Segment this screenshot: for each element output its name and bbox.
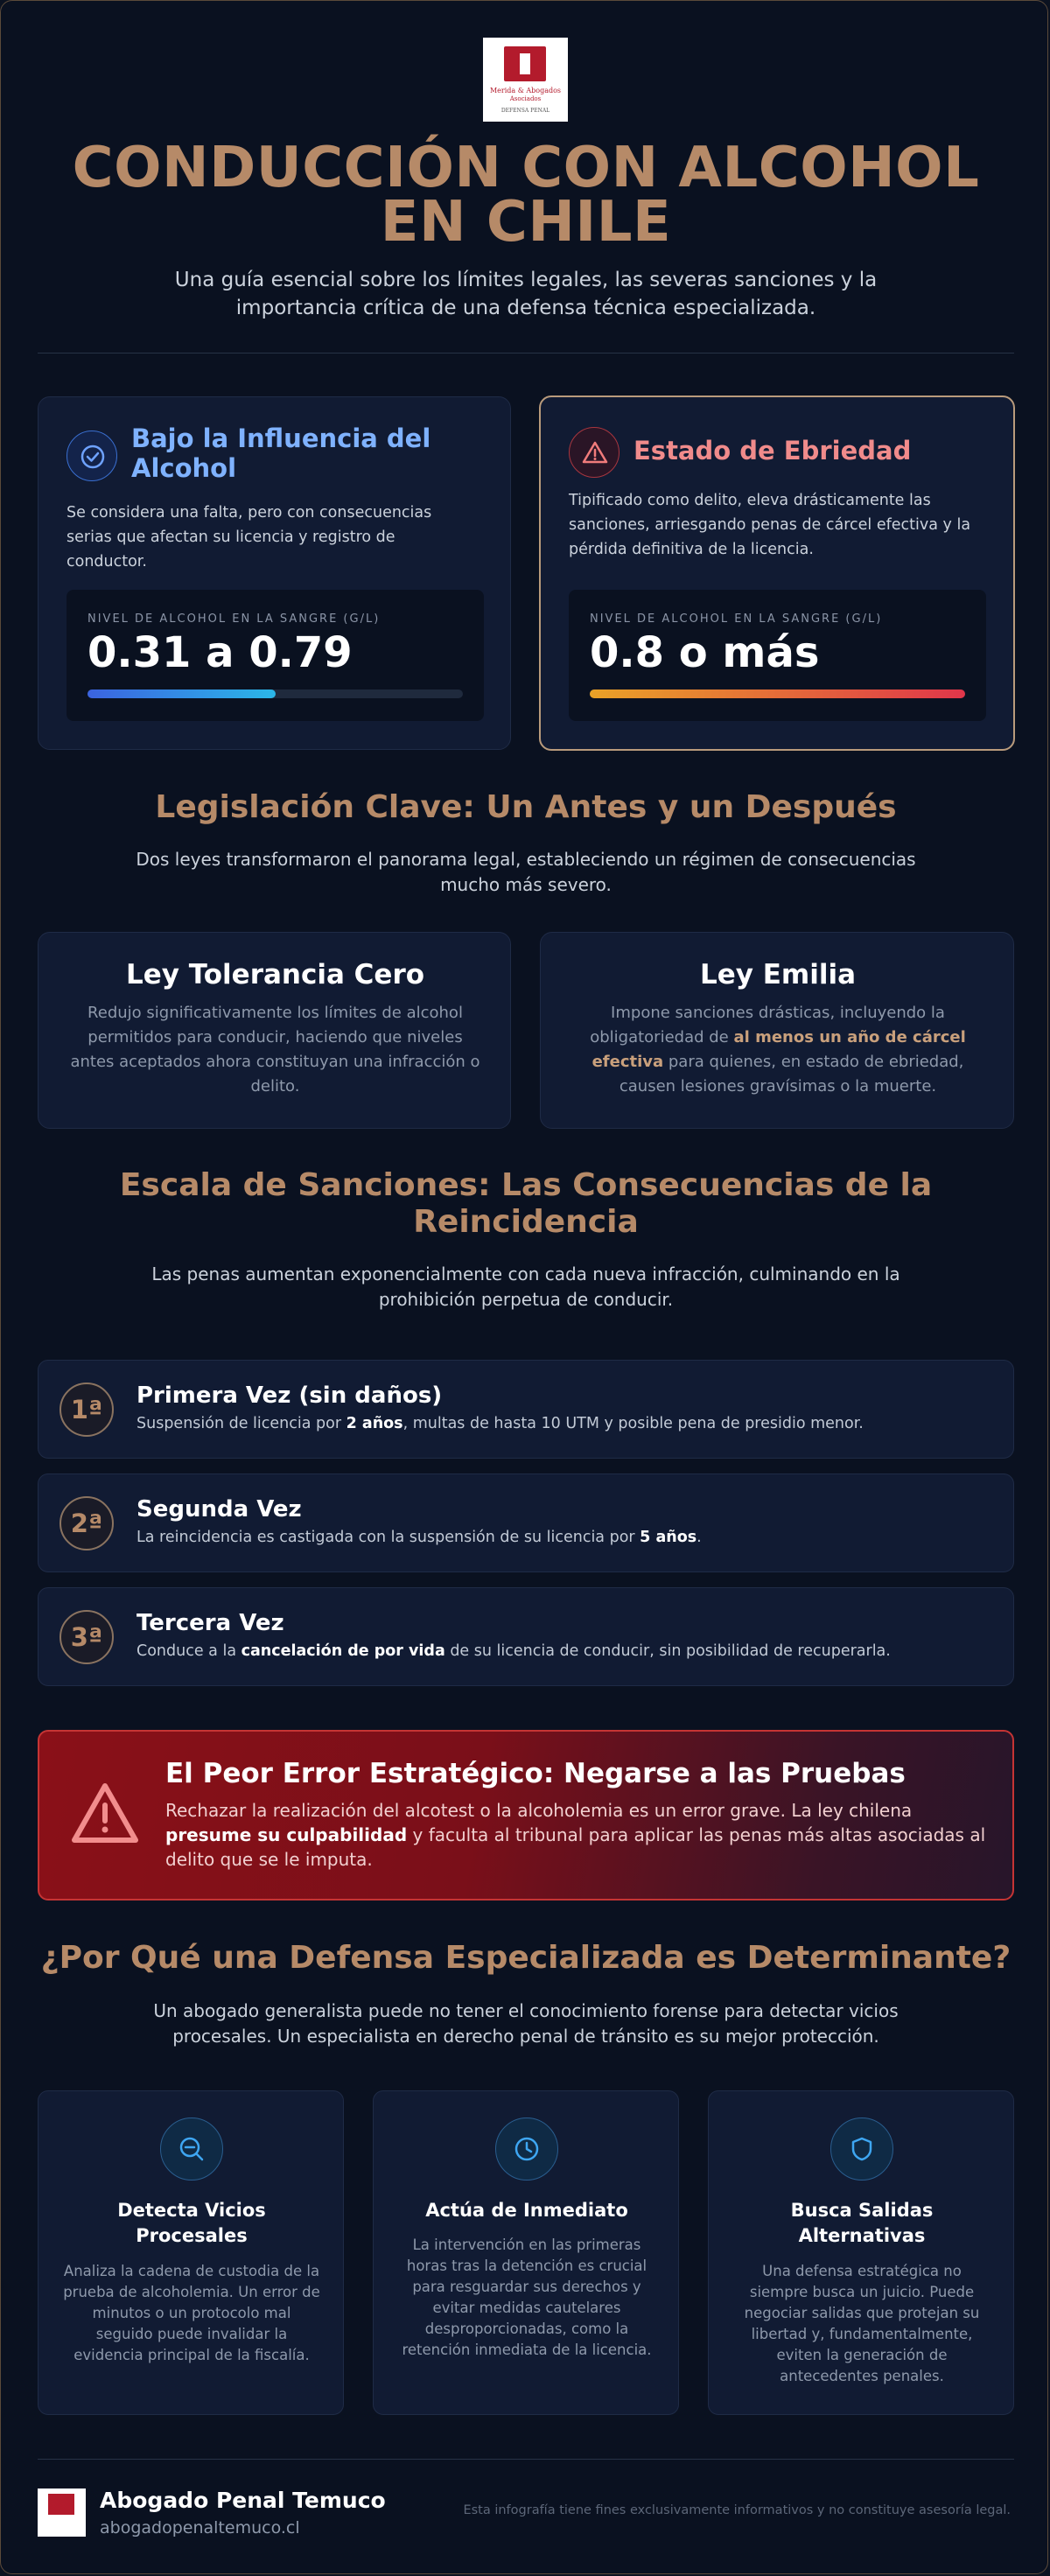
- shield-icon: [830, 2118, 893, 2180]
- level-title: Estado de Ebriedad: [634, 436, 912, 466]
- law-card-emilia: [540, 932, 1014, 1129]
- sanction-text: [136, 1529, 702, 1546]
- law-text-highlight: al menos un año de cárcel efectiva: [592, 1028, 966, 1071]
- sanction-title: Tercera Vez: [136, 1610, 284, 1636]
- sanction-number: 3ª: [60, 1610, 114, 1664]
- sanction-text-part: La reincidencia es castigada con la suspensión de su licencia por: [136, 1529, 640, 1546]
- alert-triangle-icon: [69, 1781, 141, 1847]
- logo-seal-icon: [48, 2494, 74, 2515]
- sanction-title: Primera Vez (sin daños): [136, 1382, 443, 1409]
- feature-title: Actúa de Inmediato: [425, 2200, 628, 2221]
- logo-seal-icon: [504, 46, 546, 81]
- feature-card: [708, 2090, 1014, 2415]
- sanctions-subtitle: Las penas aumentan exponencialmente con cada nueva infracción, culminando en la prohibición perpetua de conducir.: [151, 1264, 900, 1310]
- sanction-title: Segunda Vez: [136, 1496, 302, 1522]
- warning-text: [165, 1798, 988, 1872]
- sanction-text: [136, 1415, 864, 1432]
- feature-title: Detecta Vicios Procesales: [117, 2200, 266, 2246]
- defense-title: ¿Por Qué una Defensa Especializada es Determinante?: [40, 1940, 1012, 1976]
- law-card-tolerancia: [38, 932, 511, 1129]
- sanction-text-bold: 5 años: [640, 1529, 697, 1546]
- warning-text-bold: presume su culpabilidad: [165, 1824, 408, 1845]
- check-circle-icon: [66, 430, 117, 481]
- warning-text-part: Rechazar la realización del alcotest o la alcoholemia es un error grave. La ley chilena: [165, 1800, 913, 1821]
- sanction-item: [38, 1360, 1014, 1459]
- meter-label: NIVEL DE ALCOHOL EN LA SANGRE (G/L): [590, 612, 883, 626]
- sanctions-title: Escala de Sanciones: Las Consecuencias de la Reincidencia: [119, 1167, 933, 1240]
- meter-track: [590, 690, 965, 698]
- law-title: Ley Emilia: [699, 959, 857, 990]
- meter-fill: [88, 690, 276, 698]
- meter-value: 0.31 a 0.79: [88, 628, 353, 677]
- sanction-text-part: Conduce a la: [136, 1642, 242, 1660]
- meter-track: [88, 690, 463, 698]
- feature-title: Busca Salidas Alternativas: [790, 2200, 934, 2246]
- sanction-text-part: Suspensión de licencia por: [136, 1415, 346, 1432]
- warning-text-part: y faculta al tribunal para aplicar las penas más altas asociadas al delito que se le imputa.: [165, 1824, 986, 1870]
- footer-url[interactable]: abogadopenaltemuco.cl: [100, 2518, 300, 2538]
- defense-subtitle: Un abogado generalista puede no tener el conocimiento forense para detectar vicios procesales. Un especialista en derecho penal de tránsito es su mejor protección.: [153, 2000, 899, 2047]
- law-title: Ley Tolerancia Cero: [125, 959, 425, 990]
- law-text-part: para quienes, en estado de ebriedad, causen lesiones gravísimas o la muerte.: [619, 1053, 964, 1096]
- level-card-influence: [38, 396, 511, 750]
- search-minus-icon: [160, 2118, 223, 2180]
- feature-text: Una defensa estratégica no siempre busca un juicio. Puede negociar salidas que protejan su libertad y, fundamentalmente, eviten la generación de antecedentes penales.: [744, 2263, 980, 2384]
- sanction-number: 2ª: [60, 1496, 114, 1550]
- law-text-part: Impone sanciones drásticas, incluyendo la obligatoriedad de: [590, 1004, 945, 1046]
- page-title: CONDUCCIÓN CON ALCOHOL EN CHILE: [72, 136, 980, 255]
- level-title: Bajo la Influencia del Alcohol: [131, 424, 431, 483]
- sanction-text: [136, 1642, 891, 1660]
- sanction-text-bold: 2 años: [346, 1415, 403, 1432]
- footer-name: Abogado Penal Temuco: [100, 2488, 386, 2513]
- header-divider: [38, 353, 1014, 354]
- sanction-text-part: , multas de hasta 10 UTM y posible pena de presidio menor.: [402, 1415, 864, 1432]
- feature-card: [373, 2090, 679, 2415]
- logo-text-2: Asociados: [509, 95, 542, 102]
- clock-icon: [495, 2118, 558, 2180]
- sanction-text-part: .: [696, 1529, 702, 1546]
- sanction-item: [38, 1474, 1014, 1572]
- warning-banner: [38, 1730, 1014, 1900]
- warning-triangle-icon: [569, 427, 620, 478]
- footer-disclaimer: Esta infografía tiene fines exclusivamente informativos y no constituye asesoría legal.: [463, 2503, 1011, 2517]
- alcohol-meter: [66, 590, 484, 721]
- sanction-item: [38, 1587, 1014, 1686]
- law-text: [569, 1001, 987, 1099]
- level-description: Tipificado como delito, eleva drásticamente las sanciones, arriesgando penas de cárcel efectiva y la pérdida definitiva de la licencia.: [569, 492, 971, 558]
- page-subtitle: Una guía esencial sobre los límites legales, las severas sanciones y la importancia crítica de una defensa técnica especializada.: [174, 269, 878, 319]
- feature-text: La intervención en las primeras horas tras la detención es crucial para resguardar sus derechos y evitar medidas cautelares desproporcionadas, como la retención inmediata de la licencia.: [402, 2236, 652, 2358]
- level-card-drunk: [539, 396, 1015, 751]
- footer-logo: [38, 2488, 86, 2537]
- meter-fill: [590, 690, 965, 698]
- legislation-title: Legislación Clave: Un Antes y un Después: [155, 789, 897, 825]
- meter-label: NIVEL DE ALCOHOL EN LA SANGRE (G/L): [88, 612, 381, 626]
- legislation-subtitle: Dos leyes transformaron el panorama legal, estableciendo un régimen de consecuencias mucho más severo.: [136, 849, 916, 895]
- warning-title: El Peor Error Estratégico: Negarse a las Pruebas: [165, 1758, 906, 1789]
- feature-card: [38, 2090, 344, 2415]
- meter-value: 0.8 o más: [590, 628, 820, 677]
- footer-divider: [38, 2459, 1014, 2460]
- law-text: Redujo significativamente los límites de alcohol permitidos para conducir, haciendo que niveles antes aceptados ahora constituyan una infracción o delito.: [70, 1004, 480, 1096]
- level-description: Se considera una falta, pero con consecuencias serias que afectan su licencia y registro de conductor.: [66, 504, 432, 570]
- sanction-number: 1ª: [60, 1382, 114, 1437]
- logo-text-1: Merida & Abogados: [489, 87, 562, 94]
- sanction-text-bold: cancelación de por vida: [241, 1642, 445, 1660]
- sanction-text-part: de su licencia de conducir, sin posibilidad de recuperarla.: [444, 1642, 891, 1660]
- alcohol-meter: [569, 590, 986, 721]
- logo-text-3: DEFENSA PENAL: [500, 108, 550, 114]
- brand-logo: [483, 38, 568, 122]
- feature-text: Analiza la cadena de custodia de la prueba de alcoholemia. Un error de minutos o un protocolo mal seguido puede invalidar la evidencia principal de la fiscalía.: [63, 2263, 320, 2363]
